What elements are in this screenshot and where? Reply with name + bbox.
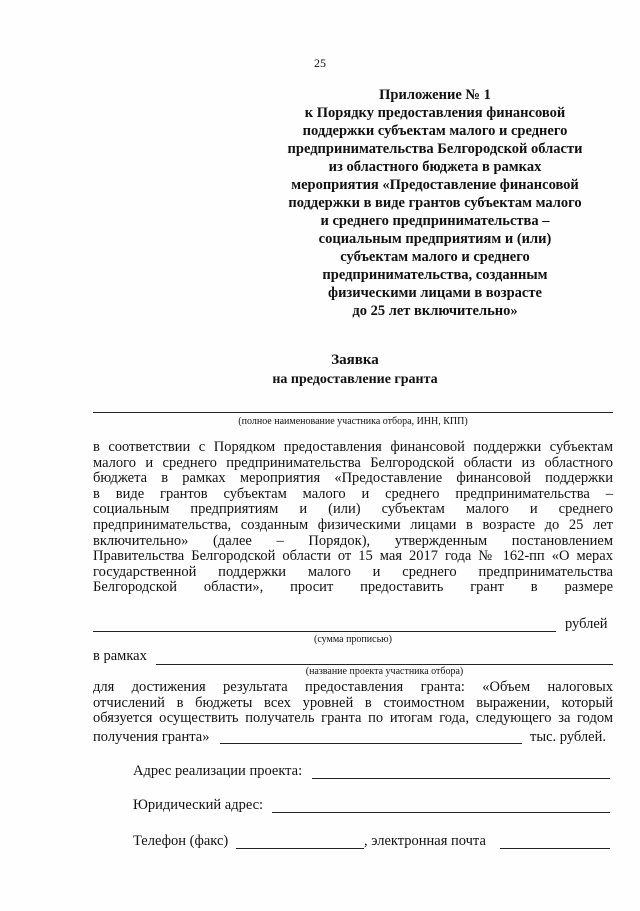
appendix-line: мероприятия «Предоставление финансовой bbox=[291, 177, 579, 193]
appendix-line: социальным предприятиям и (или) bbox=[318, 231, 552, 247]
appendix-line: предпринимательства, созданным bbox=[322, 267, 548, 283]
participant-caption: (полное наименование участника отбора, ИНН, КПП) bbox=[238, 416, 468, 427]
project-caption: (название проекта участника отбора) bbox=[305, 666, 464, 677]
paragraph-line: бюджета в рамках мероприятия «Предоставление финансовой поддержки bbox=[93, 470, 613, 487]
rubles-label: рублей bbox=[565, 616, 608, 632]
application-subtitle: на предоставление гранта bbox=[272, 372, 438, 387]
appendix-line: до 25 лет включительно» bbox=[352, 303, 518, 319]
appendix-line: физическими лицами в возрасте bbox=[328, 285, 542, 301]
tax-amount-line[interactable] bbox=[220, 729, 522, 744]
appendix-line: субъектам малого и среднего bbox=[340, 249, 530, 265]
amount-line[interactable] bbox=[93, 617, 556, 632]
page-number: 25 bbox=[314, 56, 326, 70]
project-address-label: Адрес реализации проекта: bbox=[133, 763, 303, 779]
appendix-line: и среднего предпринимательства – bbox=[320, 213, 550, 229]
request-paragraph bbox=[93, 440, 613, 596]
paragraph-line: в соответствии с Порядком предоставления финансовой поддержки субъектам bbox=[93, 439, 613, 455]
appendix-line: Приложение № 1 bbox=[379, 87, 491, 103]
legal-address-field[interactable] bbox=[272, 797, 610, 813]
paragraph-line: отчислений в бюджеты всех уровней в стоимостном выражении, который bbox=[93, 694, 613, 711]
phone-label: Телефон (факс) bbox=[133, 833, 229, 849]
appendix-line: из областного бюджета в рамках bbox=[328, 159, 542, 175]
email-field[interactable] bbox=[500, 833, 610, 849]
paragraph-line: государственной поддержки малого и среднего предпринимательства bbox=[93, 563, 613, 580]
paragraph-line: социальным предприятиям и (или) субъектам малого и среднего bbox=[93, 501, 613, 518]
amount-caption: (сумма прописью) bbox=[314, 634, 392, 645]
application-title: Заявка bbox=[331, 352, 379, 368]
grant-received-label: получения гранта» bbox=[93, 729, 210, 745]
appendix-line: к Порядку предоставления финансовой bbox=[304, 105, 566, 121]
paragraph-line: предпринимательства, созданным физическими лицами в возрасте до 25 лет bbox=[93, 516, 613, 533]
paragraph-line: Правительства Белгородской области от 15 мая 2017 года № 162-пп «О мерах bbox=[93, 548, 613, 565]
thousand-rubles-label: тыс. рублей. bbox=[530, 729, 606, 745]
paragraph-line: включительно» (далее – Порядок), утвержденным постановлением bbox=[93, 532, 613, 549]
appendix-line: поддержки субъектам малого и среднего bbox=[302, 123, 568, 139]
paragraph-line: в виде грантов субъектам малого и среднего предпринимательства – bbox=[93, 485, 613, 502]
appendix-heading bbox=[260, 86, 610, 320]
appendix-line: поддержки в виде грантов субъектам малого bbox=[288, 195, 582, 211]
purpose-paragraph bbox=[93, 680, 613, 727]
paragraph-line: для достижения результата предоставления гранта: «Объем налоговых bbox=[93, 679, 613, 695]
participant-name-line[interactable] bbox=[93, 398, 613, 413]
legal-address-label: Юридический адрес: bbox=[133, 797, 264, 813]
project-address-field[interactable] bbox=[312, 763, 610, 779]
paragraph-line: обязуется осуществить получатель гранта по итогам года, следующего за годом bbox=[93, 710, 613, 727]
paragraph-line: малого и среднего предпринимательства Белгородской области из областного bbox=[93, 454, 613, 471]
appendix-line: предпринимательства Белгородской области bbox=[287, 141, 583, 157]
email-label: , электронная почта bbox=[364, 833, 486, 849]
project-name-line[interactable] bbox=[156, 650, 613, 665]
in-frame-label: в рамках bbox=[93, 648, 147, 664]
paragraph-line: Белгородской области», просит предоставить грант в размере bbox=[93, 579, 613, 596]
phone-field[interactable] bbox=[236, 833, 364, 849]
